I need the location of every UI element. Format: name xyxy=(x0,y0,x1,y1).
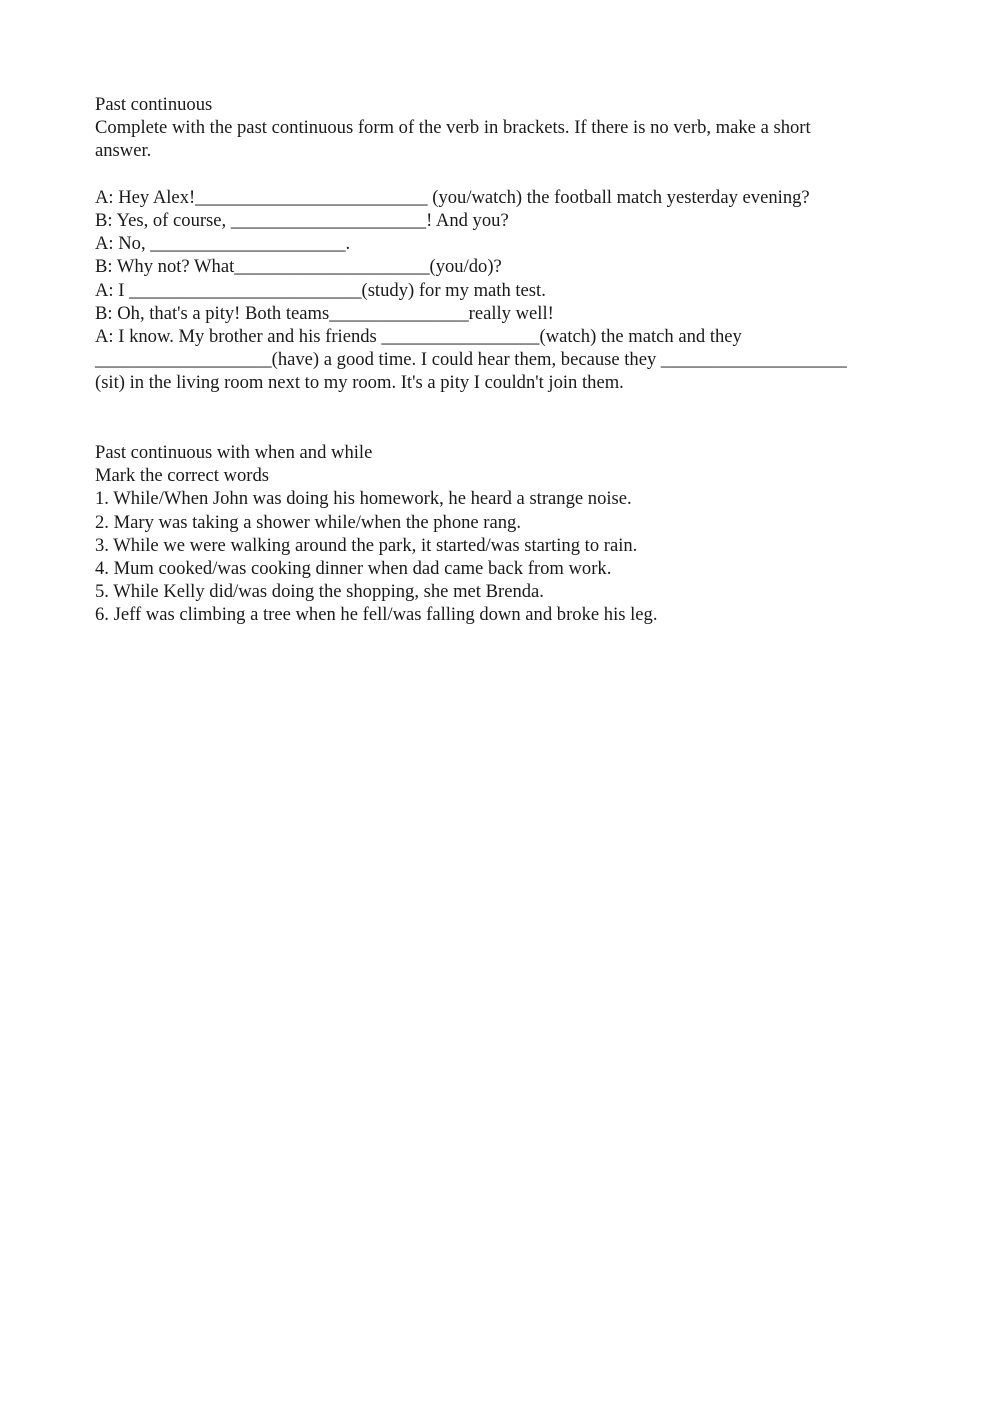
exercise-item: 1. While/When John was doing his homework, he heard a strange noise. xyxy=(95,488,632,510)
exercise-item: 6. Jeff was climbing a tree when he fell/was falling down and broke his leg. xyxy=(95,604,658,626)
dialogue-line: A: No, _____________________. xyxy=(95,233,351,255)
section-title: Past continuous with when and while xyxy=(95,442,373,463)
section-past-continuous xyxy=(95,93,905,395)
dialogue-line: B: Oh, that's a pity! Both teams_______________really well! xyxy=(95,302,554,324)
dialogue-line: A: I _________________________(study) for my math test. xyxy=(95,279,546,301)
section-instructions: Complete with the past continuous form of the verb in brackets. If there is no verb, make a short xyxy=(95,117,811,139)
dialogue-line: (sit) in the living room next to my room. It's a pity I couldn't join them. xyxy=(95,372,624,394)
section-when-while xyxy=(95,441,905,627)
dialogue-line: A: Hey Alex!_________________________ (you/watch) the football match yesterday evening? xyxy=(95,186,810,208)
exercise-item: 4. Mum cooked/was cooking dinner when dad came back from work. xyxy=(95,558,612,580)
spacer xyxy=(95,163,905,186)
section-title: Past continuous xyxy=(95,94,213,115)
dialogue-line: B: Yes, of course, _____________________! And you? xyxy=(95,210,509,231)
exercise-item: 2. Mary was taking a shower while/when the phone rang. xyxy=(95,511,521,533)
exercise-item: 3. While we were walking around the park, it started/was starting to rain. xyxy=(95,534,638,556)
section-instructions: Mark the correct words xyxy=(95,465,269,487)
dialogue-line: ___________________(have) a good time. I could hear them, because they ____________________ xyxy=(95,349,847,371)
dialogue-line: A: I know. My brother and his friends _________________(watch) the match and they xyxy=(95,326,742,348)
section-instructions-continued: answer. xyxy=(95,140,152,162)
dialogue-line: B: Why not? What_____________________(you/do)? xyxy=(95,256,502,278)
exercise-item: 5. While Kelly did/was doing the shopping, she met Brenda. xyxy=(95,581,544,603)
